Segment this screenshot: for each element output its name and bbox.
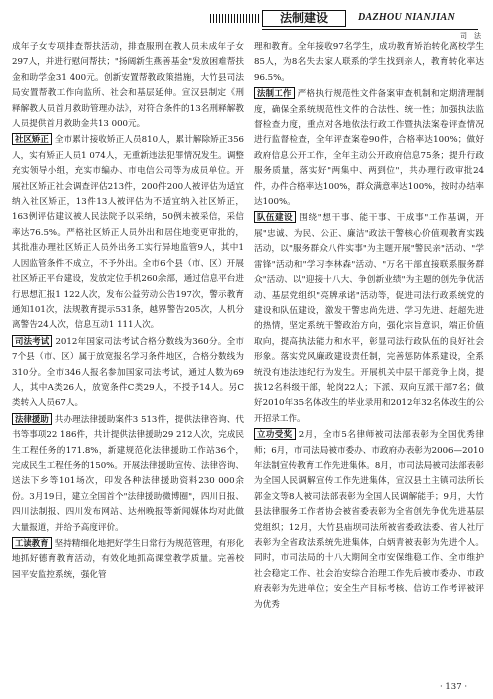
section-heading: 法制工作	[254, 87, 295, 99]
paragraph	[254, 210, 484, 427]
paragraph-text: 坚持精细化地把好学生日常行为规范管理，有形化地抓好德育教育活动，有效化地抓高课堂教学质量。完善校园平安监控系统，强化管	[12, 539, 244, 580]
section-heading: 工读教育	[12, 537, 52, 549]
paragraph	[254, 86, 484, 210]
paragraph	[12, 40, 244, 132]
section-heading: 司法考试	[12, 335, 52, 347]
section-heading: 社区矫正	[12, 133, 52, 145]
section-heading: 立功受奖	[254, 428, 296, 440]
paragraph-text: 全市累计接收矫正人员810人，累计解除矫正356人，实有矫正人员1 074人，无重新违法犯罪情况发生。调整充实领导小组，充实市编办、市电信公司等为成员单位。开展社区矫正社会调查评估213件，200件200人被评估为适宜纳入社区矫正，13件13人被评估为不适宜纳入社区矫正，163例评估建议被人民法院予以采纳，50例未被采信，采信率达76.5%。严格社区矫正人员外出和居住地变更审批的，其批准办理社区矫正人员外出务工实行异地监管9人，其中1人因监管条件不成立，不予外出。全市6个县（市、区）开展社区矫正平台建设，发放定位手机260余部，通过信息平台进行思想汇报1 122人次，发布公益劳动公告197次，警示教育通知101次，法规教育提示531条，越界警告205次，人机分离警告24人次，信息互动1 111人次。	[12, 135, 245, 331]
paragraph-text: 理和教育。全年接收97名学生，成功教育矫治转化离校学生85人，为8名失去家人联系的学生找到亲人，教育转化率达96.5%。	[254, 42, 484, 83]
subsection-label: 司 法	[460, 32, 481, 40]
left-column	[12, 40, 244, 583]
paragraph-text: 2月，全市5名律师被司法部表彰为全国优秀律师；6月，市司法局被市委办、市政府办表彰为2006—2010年法制宣传教育工作先进集体。8月，市司法局被司法部表彰为全国人民调解宣传工作先进集体，宣汉县土主镇司法所长郭金文等8人被司法部表彰为全国人民调解能手；9月，大竹县法律服务工作者协会被省委表彰为全省创先争优先进基层党组织；12月，大竹县庙坝司法所被省委政法委、省人社厅表彰为全省政法系统先进集体，白炳青被表彰为先进个人。同时，市司法局的十八大期间全市安保维稳工作、全市维护社会稳定工作、社会治安综合治理工作先后被市委办、市政府表彰为先进单位；安全生产目标考核、信访工作考评被评为优秀	[254, 430, 485, 610]
paragraph	[12, 132, 244, 333]
running-header	[0, 0, 493, 40]
paragraph	[12, 536, 244, 583]
paragraph	[12, 334, 244, 412]
section-heading: 队伍建设	[254, 211, 296, 223]
journal-name: DAZHOU NIANJIAN	[358, 12, 456, 23]
section-heading: 法律援助	[12, 413, 52, 425]
section-title: 法制建设	[262, 10, 346, 27]
page-number: · 137 ·	[440, 682, 468, 692]
paragraph-text: 成年子女专项排查帮扶活动，排查服刑在教人员未成年子女297人，并进行慰问帮扶；"扬阔新生燕善基金"发放困难帮扶金和助学金31 400元。创新安置帮教政策措施，大竹县司法局安置帮教工作向监所、社会和基层延伸。宣汉县制定《刑释解教人员首月救助管理办法》，对符合条件的13名刑释解教人员提供首月救助金共13 000元。	[12, 42, 244, 130]
paragraph	[254, 40, 484, 86]
right-column	[254, 40, 484, 613]
paragraph	[12, 412, 244, 536]
paragraph	[254, 427, 484, 613]
paragraph-text: 围绕"想干事、能干事、干成事"工作基调，开展"忠诚、为民、公正、廉洁"政法干警核心价值观教育实践活动，以"服务群众八件实事"为主题开展"警民亲"活动、"学雷锋"活动和"学习李林森"活动、"万名干部直接联系服务群众"活动、以"迎接十八大、争创新业绩"为主题的创先争优活动、基层党组织"亮牌承诺"活动等，促进司法行政系统党的建设和队伍建设，激发干警忠尚先进、学习先进、赶超先进的热情，坚定系统干警政治方向，强化宗旨意识，端正价值取向，提高执法能力和水平，彰显司法行政队伍的良好社会形象。落实党风廉政建设责任制，完善惩防体系建设，全系统没有违法违纪行为发生。开展机关中层干部竞争上岗，提拔12名科级干部，轮岗22人；下派、双向互派干部7名；做好2010年35名体改生的毕业录用和2012年32名体改生的公开招录工作。	[254, 213, 484, 424]
header-rule	[262, 29, 478, 30]
paragraph-text: 2012年国家司法考试合格分数线为360分。全市7个县（市、区）属于放宽报名学习条件地区，合格分数线为310分。全市346人报名参加国家司法考试，通过人数为69人，其中A类26人，放宽条件C类29人，不授予14人。另C类转入人员67人。	[12, 336, 244, 409]
paragraph-text: 严格执行规范性文件备案审查机制和定期清理制度，确保全系统规范性文件的合法性、统一性；加强执法监督检查力度，重点对各地依法行政工作暨执法案卷评查情况进行监督检查，全年评查案卷90件，合格率达100%；做好政府信息公开工作，全年主动公开政府信息75条；提升行政服务质量，落实好"两集中、两到位"，共办理行政审批24件，办件合格率达100%，群众满意率达100%，按时办结率达100%。	[254, 89, 484, 208]
paragraph-text: 共办理法律援助案件3 513件，提供法律咨询、代书等事项22 186件，共计提供法律援助29 212人次，完成民生工程任务的171.8%，新建规范化法律援助工作站36个，完成民生工程任务的150%。开展法律援助宣传、法律咨询、送法下乡等101场次，印发各种法律援助资料230 000余份。3月19日，建立全国首个"法律援助微博圈"，四川日报、四川法制报、四川发布网站、达州晚报等新闻媒体均对此做大量报道，并给予高度评价。	[12, 414, 245, 533]
decorative-stripe	[210, 14, 260, 23]
